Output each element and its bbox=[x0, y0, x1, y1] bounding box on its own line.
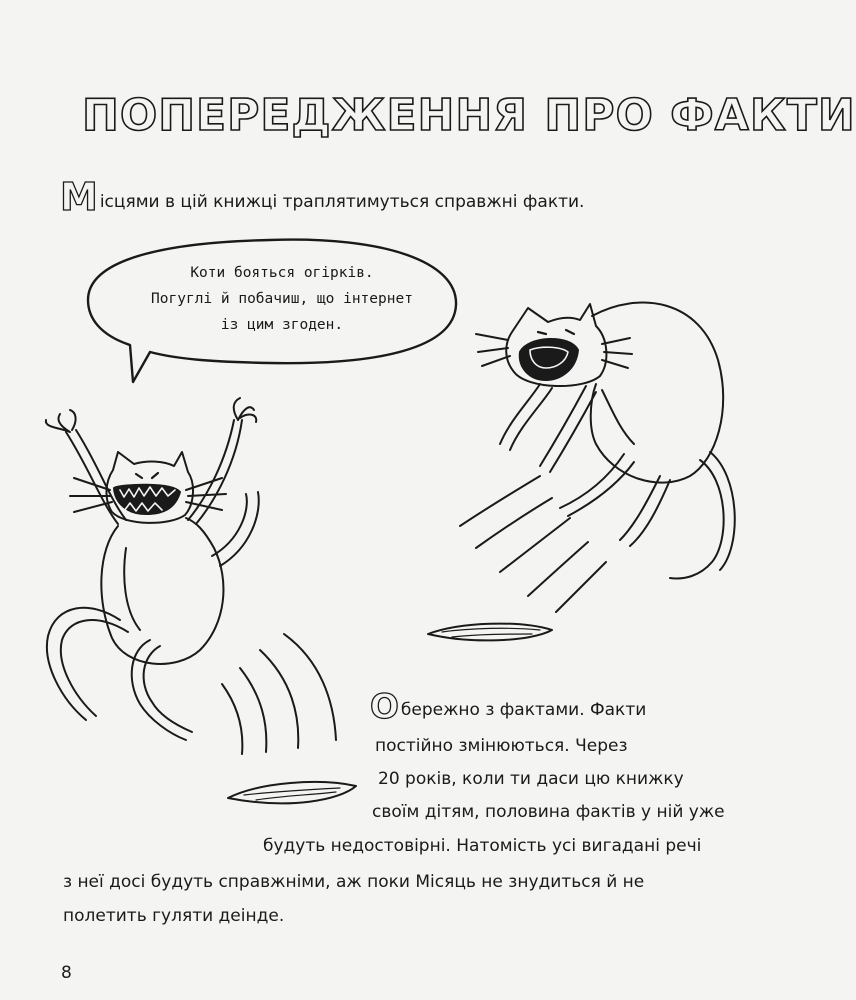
cucumber-lower bbox=[228, 782, 356, 803]
bubble-line: Коти бояться огірків. bbox=[190, 265, 374, 281]
bubble-line: із цим згоден. bbox=[220, 317, 344, 333]
paragraph-line-5: будуть недостовірні. Натомість усі вигадані речі bbox=[263, 836, 702, 856]
scared-cat-left-drawing bbox=[46, 398, 259, 740]
page-title: ПОПЕРЕДЖЕННЯ ПРО ФАКТИ bbox=[82, 90, 856, 141]
flying-cat-right-drawing bbox=[476, 303, 735, 579]
motion-lines-right bbox=[460, 476, 606, 612]
speech-bubble-text bbox=[112, 260, 452, 338]
paragraph-line-1-text: бережно з фактами. Факти bbox=[400, 700, 647, 720]
intro-text: ісцями в цій книжці траплятимуться справжні факти. bbox=[99, 192, 585, 212]
paragraph-line-3: 20 років, коли ти даси цю книжку bbox=[378, 769, 684, 789]
paragraph-line-4: своїм дітям, половина фактів у ній уже bbox=[372, 802, 725, 822]
page-number: 8 bbox=[61, 963, 72, 983]
bubble-line: Погуглі й побачиш, що інтернет bbox=[151, 291, 413, 307]
paragraph-line-7: полетить гуляти деінде. bbox=[63, 906, 285, 926]
motion-lines-left bbox=[222, 634, 336, 754]
paragraph-line-1 bbox=[370, 687, 647, 727]
intro-dropcap: М bbox=[60, 175, 98, 219]
paragraph-line-2: постійно змінюються. Через bbox=[375, 736, 628, 756]
cucumber-upper bbox=[428, 624, 552, 641]
paragraph-line-6: з неї досі будуть справжніми, аж поки Місяць не знудиться й не bbox=[63, 872, 645, 892]
paragraph-dropcap: О bbox=[370, 687, 399, 727]
